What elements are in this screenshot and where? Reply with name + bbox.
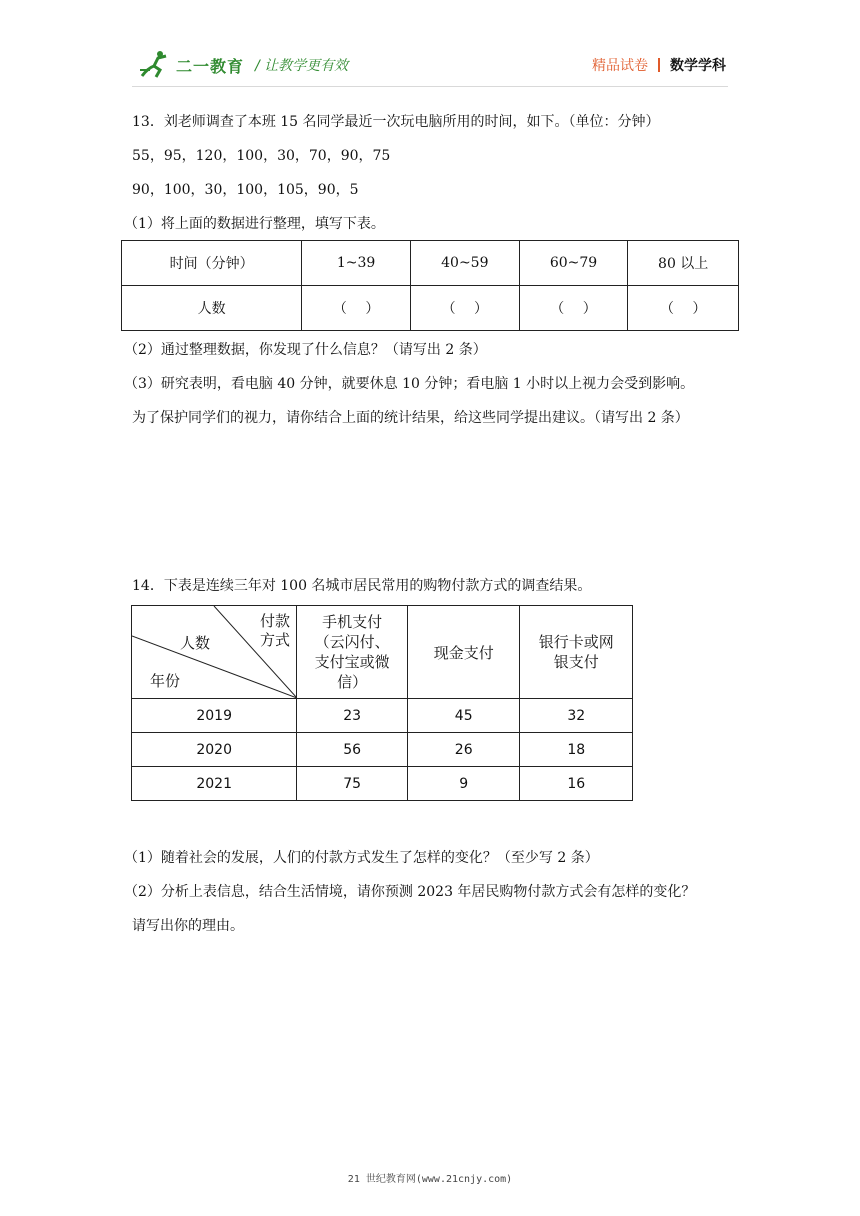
q13-data-line1: 55，95，120，100，30，70，90，75 <box>132 148 391 164</box>
header-divider <box>658 58 660 72</box>
table-header-cell: 1~39 <box>302 241 411 286</box>
runner-logo-icon <box>138 50 172 80</box>
table-header-cell <box>297 606 408 699</box>
header-label-subject: 数学学科 <box>670 58 726 74</box>
slogan: / 让教学更有效 <box>255 58 349 74</box>
logo <box>138 48 244 82</box>
table-header-cell: 80 以上 <box>628 241 739 286</box>
q13-title: 13．刘老师调查了本班 15 名同学最近一次玩电脑所用的时间，如下。（单位：分钟） <box>132 114 660 130</box>
header-text: 信） <box>337 673 368 691</box>
page-footer: 21 世纪教育网(www.21cnjy.com) <box>347 1174 513 1185</box>
q13-table <box>121 240 739 331</box>
table-row <box>122 241 739 286</box>
brand-name: 二一教育 <box>176 56 245 76</box>
q14-part2-line1: （2）分析上表信息，结合生活情境，请你预测 2023 年居民购物付款方式会有怎样的变化？ <box>124 884 696 900</box>
table-row <box>132 606 633 699</box>
table-row <box>122 286 739 331</box>
value-cell: 16 <box>520 767 633 801</box>
q13-data-line2: 90，100，30，100，105，90，5 <box>132 182 359 198</box>
header-rule <box>132 86 728 87</box>
year-cell: 2020 <box>132 733 297 767</box>
table-header-cell: 40~59 <box>410 241 519 286</box>
corner-label-payment <box>260 612 290 650</box>
q13-part3-line2: 为了保护同学们的视力，请你结合上面的统计结果，给这些同学提出建议。（请写出 2 条） <box>132 410 689 426</box>
table-row-label: 人数 <box>122 286 302 331</box>
value-cell: 23 <box>297 699 408 733</box>
value-cell: 32 <box>520 699 633 733</box>
table-header-cell <box>520 606 633 699</box>
table-header-cell: 时间（分钟） <box>122 241 302 286</box>
q14-table <box>131 605 633 801</box>
q14-part2-line2: 请写出你的理由。 <box>132 918 244 934</box>
table-corner-cell <box>132 606 297 699</box>
header-right <box>592 55 726 75</box>
value-cell: 56 <box>297 733 408 767</box>
header-text: 手机支付 <box>322 613 383 631</box>
table-row <box>132 733 633 767</box>
table-header-cell: 60~79 <box>519 241 628 286</box>
answer-blank[interactable]: （ ） <box>302 286 411 331</box>
value-cell: 26 <box>407 733 520 767</box>
answer-blank[interactable]: （ ） <box>628 286 739 331</box>
header-text: 银支付 <box>553 653 599 671</box>
table-row <box>132 699 633 733</box>
q13-part2: （2）通过整理数据，你发现了什么信息？（请写出 2 条） <box>124 342 487 358</box>
q13-part1: （1）将上面的数据进行整理，填写下表。 <box>124 216 385 232</box>
corner-label-year: 年份 <box>150 672 181 690</box>
year-cell: 2019 <box>132 699 297 733</box>
header-text: 银行卡或网 <box>538 633 614 651</box>
value-cell: 18 <box>520 733 633 767</box>
header-text: （云闪付、 <box>314 633 390 651</box>
answer-blank[interactable]: （ ） <box>519 286 628 331</box>
corner-label-payment-line1: 付款 <box>260 612 291 630</box>
corner-label-payment-line2: 方式 <box>260 631 291 649</box>
table-row <box>132 767 633 801</box>
header-text: 支付宝或微 <box>314 653 390 671</box>
q14-part1: （1）随着社会的发展，人们的付款方式发生了怎样的变化？（至少写 2 条） <box>124 850 599 866</box>
corner-label-count: 人数 <box>180 634 211 652</box>
answer-blank[interactable]: （ ） <box>410 286 519 331</box>
q13-part3-line1: （3）研究表明，看电脑 40 分钟，就要休息 10 分钟；看电脑 1 小时以上视力会受到影响。 <box>124 376 695 392</box>
header-label-quality: 精品试卷 <box>592 58 648 74</box>
q14-title: 14．下表是连续三年对 100 名城市居民常用的购物付款方式的调查结果。 <box>132 578 592 594</box>
value-cell: 45 <box>407 699 520 733</box>
value-cell: 9 <box>407 767 520 801</box>
value-cell: 75 <box>297 767 408 801</box>
table-header-cell: 现金支付 <box>407 606 520 699</box>
year-cell: 2021 <box>132 767 297 801</box>
